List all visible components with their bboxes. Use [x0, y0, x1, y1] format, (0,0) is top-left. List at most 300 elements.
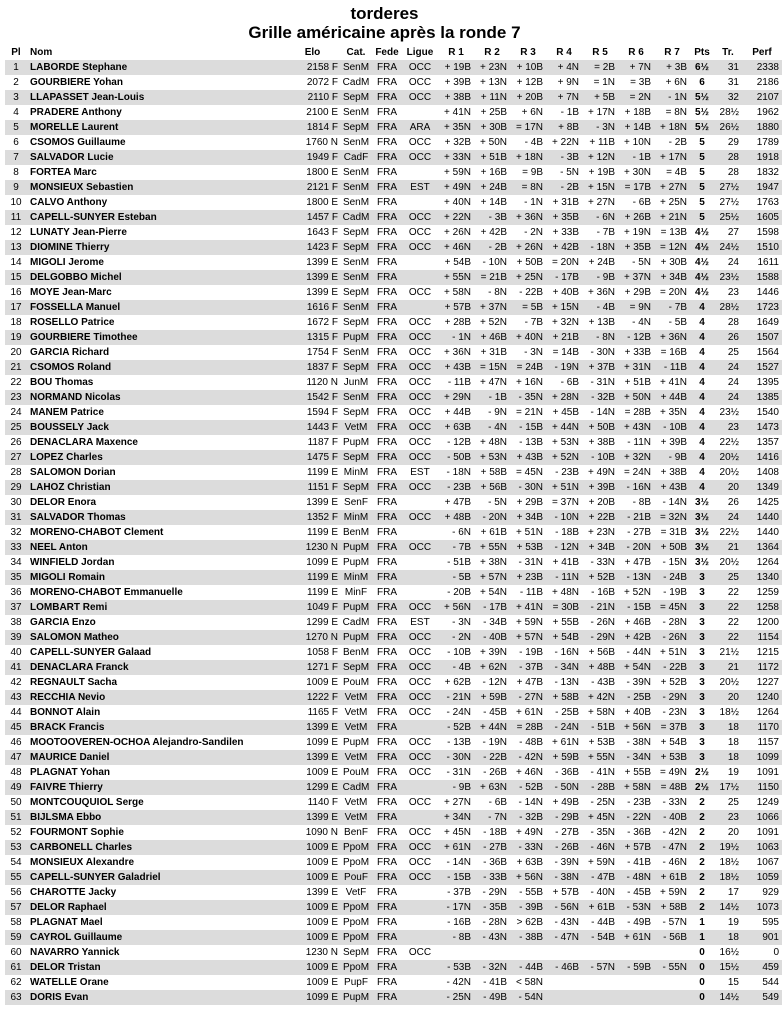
- performance-cell: 1264: [756, 707, 779, 718]
- performance-cell: 0: [773, 947, 779, 958]
- round-3-cell: + 12B: [516, 77, 543, 88]
- round-5-cell: + 39B: [588, 482, 615, 493]
- federation-cell: FRA: [377, 617, 397, 628]
- performance-cell: 1605: [756, 212, 779, 223]
- round-1-cell: + 47B: [444, 497, 471, 508]
- tiebreak-cell: 26½: [719, 122, 739, 133]
- round-3-cell: + 49N: [516, 827, 543, 838]
- place-cell: 4: [13, 107, 19, 118]
- round-5-cell: + 20B: [588, 497, 615, 508]
- round-5-cell: - 54B: [591, 932, 615, 943]
- federation-cell: FRA: [377, 557, 397, 568]
- round-3-cell: - 15B: [519, 422, 543, 433]
- elo-cell: 1009 E: [306, 917, 338, 928]
- table-row: [5, 465, 782, 480]
- category-cell: SenM: [342, 137, 370, 148]
- round-1-cell: - 31N: [446, 767, 471, 778]
- federation-cell: FRA: [377, 377, 397, 388]
- place-cell: 32: [10, 527, 22, 538]
- round-1-cell: + 27N: [444, 797, 471, 808]
- tiebreak-cell: 26: [727, 332, 739, 343]
- performance-cell: 929: [762, 887, 779, 898]
- elo-cell: 1475 F: [306, 452, 338, 463]
- league-cell: OCC: [408, 692, 432, 703]
- table-row: [5, 690, 782, 705]
- round-2-cell: + 24B: [480, 182, 507, 193]
- standings-subtitle: Grille américaine après la ronde 7: [248, 23, 521, 42]
- round-2-cell: - 10N: [482, 257, 507, 268]
- player-name-cell: BOUSSELY Jack: [30, 422, 109, 433]
- round-5-cell: - 57N: [590, 962, 615, 973]
- federation-cell: FRA: [377, 107, 397, 118]
- round-2-cell: - 40B: [483, 632, 507, 643]
- round-3-cell: = 9B: [522, 167, 543, 178]
- category-cell: PouM: [342, 767, 370, 778]
- category-cell: CadM: [342, 617, 370, 628]
- player-name-cell: SALOMON Dorian: [30, 467, 116, 478]
- league-cell: OCC: [408, 347, 432, 358]
- place-cell: 1: [13, 62, 19, 73]
- round-2-cell: [474, 945, 510, 960]
- points-cell: 1: [699, 917, 705, 928]
- round-7-cell: = 45N: [660, 602, 687, 613]
- place-cell: 48: [10, 767, 22, 778]
- player-name-cell: BOU Thomas: [30, 377, 94, 388]
- table-row: [5, 915, 782, 930]
- round-4-cell: + 58B: [552, 692, 579, 703]
- elo-cell: 2110 F: [307, 92, 338, 103]
- place-cell: 58: [10, 917, 22, 928]
- round-5-cell: [582, 945, 618, 960]
- table-row: [5, 780, 782, 795]
- elo-cell: 1009 E: [306, 962, 338, 973]
- round-2-cell: - 35B: [483, 902, 507, 913]
- points-cell: 4: [699, 317, 705, 328]
- round-1-cell: - 1N: [452, 332, 471, 343]
- round-3-cell: - 37B: [519, 662, 543, 673]
- federation-cell: FRA: [377, 977, 397, 988]
- place-cell: 26: [10, 437, 22, 448]
- standings-body: [5, 60, 782, 1005]
- table-row: [5, 585, 782, 600]
- federation-cell: FRA: [377, 737, 397, 748]
- points-cell: 3: [699, 617, 705, 628]
- league-cell: OCC: [408, 242, 432, 253]
- tiebreak-cell: 28: [727, 167, 739, 178]
- federation-cell: FRA: [377, 92, 397, 103]
- header-r6: R 6: [628, 47, 644, 58]
- category-cell: SenM: [342, 197, 370, 208]
- table-row: [5, 285, 782, 300]
- table-row: [5, 540, 782, 555]
- player-name-cell: LOMBART Remi: [30, 602, 108, 613]
- place-cell: 29: [10, 482, 22, 493]
- place-cell: 14: [10, 257, 22, 268]
- round-4-cell: = 14B: [552, 347, 579, 358]
- points-cell: 4: [699, 407, 705, 418]
- round-5-cell: [582, 975, 618, 990]
- points-cell: 4½: [695, 272, 709, 283]
- federation-cell: FRA: [377, 242, 397, 253]
- league-cell: EST: [410, 617, 430, 628]
- player-name-cell: SALVADOR Thomas: [30, 512, 126, 523]
- round-2-cell: + 62N: [480, 662, 507, 673]
- league-cell: OCC: [408, 407, 432, 418]
- round-7-cell: + 6N: [665, 77, 687, 88]
- points-cell: 5½: [695, 92, 709, 103]
- round-3-cell: = 17N: [516, 122, 543, 133]
- tiebreak-cell: 15: [727, 977, 739, 988]
- round-3-cell: + 34B: [516, 512, 543, 523]
- round-6-cell: + 42B: [624, 632, 651, 643]
- round-7-cell: [654, 990, 690, 1005]
- league-cell: OCC: [408, 62, 432, 73]
- round-4-cell: - 39N: [554, 857, 579, 868]
- round-1-cell: + 29N: [444, 392, 471, 403]
- elo-cell: 1399 E: [306, 287, 338, 298]
- round-2-cell: - 28N: [482, 917, 507, 928]
- elo-cell: 1315 F: [306, 332, 338, 343]
- round-3-cell: < 58N: [516, 977, 543, 988]
- place-cell: 46: [10, 737, 22, 748]
- player-name-cell: BRACK Francis: [30, 722, 105, 733]
- header-r7: R 7: [664, 47, 680, 58]
- table-row: [5, 195, 782, 210]
- place-cell: 18: [10, 317, 22, 328]
- elo-cell: 1837 F: [306, 362, 338, 373]
- table-row: [5, 225, 782, 240]
- round-2-cell: + 51B: [480, 152, 507, 163]
- elo-cell: 1199 E: [307, 467, 338, 478]
- federation-cell: FRA: [377, 872, 397, 883]
- round-2-cell: + 47N: [480, 377, 507, 388]
- table-row: [5, 765, 782, 780]
- round-4-cell: - 46B: [555, 962, 579, 973]
- player-name-cell: GARCIA Enzo: [30, 617, 96, 628]
- round-5-cell: - 21N: [590, 602, 615, 613]
- round-2-cell: + 59B: [480, 692, 507, 703]
- category-cell: PpoM: [342, 902, 370, 913]
- table-row: [5, 705, 782, 720]
- elo-cell: 2072 F: [306, 77, 338, 88]
- performance-cell: 1611: [757, 257, 779, 268]
- round-7-cell: + 17N: [660, 152, 687, 163]
- points-cell: 4: [699, 362, 705, 373]
- round-2-cell: + 25B: [480, 107, 507, 118]
- round-2-cell: - 4N: [488, 422, 507, 433]
- performance-cell: 1763: [756, 197, 779, 208]
- federation-cell: FRA: [377, 767, 397, 778]
- federation-cell: FRA: [377, 332, 397, 343]
- round-4-cell: [546, 990, 582, 1005]
- category-cell: PpoM: [342, 962, 370, 973]
- round-4-cell: - 18B: [555, 527, 579, 538]
- tiebreak-cell: 24: [727, 362, 739, 373]
- round-1-cell: - 37B: [447, 887, 471, 898]
- points-cell: 3: [699, 587, 705, 598]
- category-cell: MinM: [343, 467, 369, 478]
- round-6-cell: [618, 975, 654, 990]
- round-6-cell: - 53N: [626, 902, 651, 913]
- round-2-cell: - 49B: [483, 992, 507, 1003]
- category-cell: CadM: [342, 782, 370, 793]
- round-2-cell: - 18B: [483, 827, 507, 838]
- league-cell: OCC: [408, 827, 432, 838]
- table-row: [5, 435, 782, 450]
- federation-cell: FRA: [377, 647, 397, 658]
- round-3-cell: + 36N: [516, 212, 543, 223]
- player-name-cell: CALVO Anthony: [30, 197, 108, 208]
- round-1-cell: + 61N: [444, 842, 471, 853]
- category-cell: PpoM: [342, 842, 370, 853]
- league-cell: OCC: [408, 452, 432, 463]
- round-4-cell: - 3B: [560, 152, 579, 163]
- round-4-cell: + 44N: [552, 422, 579, 433]
- performance-cell: 1258: [756, 602, 779, 613]
- round-6-cell: - 34N: [626, 752, 651, 763]
- round-5-cell: + 45N: [588, 812, 615, 823]
- player-name-cell: GOURBIERE Timothee: [30, 332, 138, 343]
- round-3-cell: + 6N: [521, 107, 543, 118]
- performance-cell: 1264: [756, 557, 779, 568]
- round-5-cell: - 14N: [590, 407, 615, 418]
- tiebreak-cell: 22: [727, 632, 739, 643]
- federation-cell: FRA: [377, 632, 397, 643]
- points-cell: 4: [699, 302, 705, 313]
- table-row: [5, 555, 782, 570]
- league-cell: OCC: [408, 137, 432, 148]
- round-5-cell: + 23N: [588, 527, 615, 538]
- federation-cell: FRA: [377, 182, 397, 193]
- round-5-cell: + 15N: [588, 182, 615, 193]
- points-cell: 5: [699, 212, 705, 223]
- tiebreak-cell: 17½: [719, 782, 739, 793]
- player-name-cell: NAVARRO Yannick: [30, 947, 120, 958]
- round-7-cell: + 18N: [660, 122, 687, 133]
- points-cell: 4½: [695, 227, 709, 238]
- category-cell: SenM: [342, 392, 370, 403]
- round-7-cell: - 19B: [663, 587, 687, 598]
- round-7-cell: - 42N: [662, 827, 687, 838]
- round-5-cell: + 50B: [588, 422, 615, 433]
- place-cell: 52: [10, 827, 22, 838]
- round-7-cell: = 48B: [660, 782, 687, 793]
- table-row: [5, 600, 782, 615]
- elo-cell: 1616 F: [306, 302, 338, 313]
- table-row: [5, 120, 782, 135]
- tiebreak-cell: 18: [727, 722, 739, 733]
- round-6-cell: - 16N: [626, 482, 651, 493]
- points-cell: 3: [699, 572, 705, 583]
- round-2-cell: - 9N: [488, 407, 507, 418]
- category-cell: SepM: [342, 947, 370, 958]
- tiebreak-cell: 22½: [719, 527, 739, 538]
- elo-cell: 1009 E: [306, 767, 338, 778]
- player-name-cell: PLAGNAT Mael: [30, 917, 103, 928]
- table-row: [5, 480, 782, 495]
- round-5-cell: + 19B: [588, 167, 615, 178]
- table-row: [5, 450, 782, 465]
- tiebreak-cell: 31: [727, 62, 739, 73]
- federation-cell: FRA: [377, 362, 397, 373]
- round-7-cell: - 23N: [662, 707, 687, 718]
- tiebreak-cell: 27½: [719, 182, 739, 193]
- tiebreak-cell: 28: [727, 317, 739, 328]
- round-5-cell: - 28B: [591, 782, 615, 793]
- elo-cell: 1760 N: [305, 137, 338, 148]
- elo-cell: 1222 F: [306, 692, 338, 703]
- performance-cell: 1259: [756, 587, 779, 598]
- round-2-cell: + 58B: [480, 467, 507, 478]
- tiebreak-cell: 17: [727, 887, 739, 898]
- round-3-cell: - 11B: [519, 587, 543, 598]
- round-1-cell: - 5B: [452, 572, 471, 583]
- league-cell: [402, 900, 438, 915]
- round-3-cell: - 3N: [524, 347, 543, 358]
- round-7-cell: - 7B: [668, 302, 687, 313]
- performance-cell: 1723: [756, 302, 779, 313]
- round-3-cell: + 16N: [516, 377, 543, 388]
- round-4-cell: = 37N: [552, 497, 579, 508]
- tiebreak-cell: 23: [727, 812, 739, 823]
- category-cell: VetM: [344, 797, 368, 808]
- player-name-cell: LUNATY Jean-Pierre: [30, 227, 127, 238]
- round-4-cell: + 52N: [552, 452, 579, 463]
- tiebreak-cell: 18½: [719, 872, 739, 883]
- round-6-cell: + 40B: [624, 707, 651, 718]
- category-cell: SenM: [342, 62, 370, 73]
- player-name-cell: FOSSELLA Manuel: [30, 302, 121, 313]
- player-name-cell: LLAPASSET Jean-Louis: [30, 92, 145, 103]
- round-3-cell: - 31N: [518, 557, 543, 568]
- round-5-cell: + 42N: [588, 692, 615, 703]
- round-6-cell: + 58N: [624, 782, 651, 793]
- round-6-cell: + 37N: [624, 272, 651, 283]
- category-cell: BenM: [342, 647, 370, 658]
- round-5-cell: - 30N: [590, 347, 615, 358]
- round-5-cell: - 35N: [590, 827, 615, 838]
- round-5-cell: - 33N: [590, 557, 615, 568]
- performance-cell: 1150: [757, 782, 779, 793]
- round-6-cell: - 41B: [627, 857, 651, 868]
- category-cell: SepM: [342, 287, 370, 298]
- points-cell: 3: [699, 662, 705, 673]
- elo-cell: 1800 E: [306, 197, 338, 208]
- round-1-cell: + 55N: [444, 272, 471, 283]
- round-2-cell: + 13N: [480, 77, 507, 88]
- league-cell: OCC: [408, 152, 432, 163]
- player-name-cell: CAPELL-SUNYER Galadriel: [30, 872, 161, 883]
- round-6-cell: + 46B: [624, 617, 651, 628]
- player-name-cell: FORTEA Marc: [30, 167, 97, 178]
- elo-cell: 1099 E: [306, 992, 338, 1003]
- category-cell: VetM: [344, 707, 368, 718]
- performance-cell: 1880: [756, 122, 779, 133]
- elo-cell: 1423 F: [306, 242, 338, 253]
- federation-cell: FRA: [377, 137, 397, 148]
- round-7-cell: - 5B: [668, 317, 687, 328]
- round-6-cell: + 14B: [624, 122, 651, 133]
- league-cell: OCC: [408, 542, 432, 553]
- performance-cell: 1385: [756, 392, 779, 403]
- round-5-cell: + 24B: [588, 257, 615, 268]
- round-2-cell: + 53N: [480, 452, 507, 463]
- place-cell: 35: [10, 572, 22, 583]
- round-1-cell: - 12B: [447, 437, 471, 448]
- table-row: [5, 390, 782, 405]
- round-6-cell: = 9N: [629, 302, 651, 313]
- round-7-cell: + 61B: [660, 872, 687, 883]
- round-7-cell: [654, 945, 690, 960]
- round-6-cell: + 19N: [624, 227, 651, 238]
- tiebreak-cell: 25½: [719, 212, 739, 223]
- place-cell: 15: [10, 272, 22, 283]
- category-cell: PupM: [342, 992, 370, 1003]
- table-row: [5, 255, 782, 270]
- place-cell: 11: [10, 212, 22, 223]
- round-2-cell: + 42B: [480, 227, 507, 238]
- round-4-cell: - 43N: [554, 917, 579, 928]
- table-row: [5, 825, 782, 840]
- league-cell: [402, 525, 438, 540]
- round-6-cell: - 45B: [627, 887, 651, 898]
- federation-cell: FRA: [377, 527, 397, 538]
- table-row: [5, 60, 782, 75]
- points-cell: 3: [699, 677, 705, 688]
- round-6-cell: - 13N: [626, 572, 651, 583]
- round-3-cell: - 30N: [518, 482, 543, 493]
- category-cell: SenM: [342, 302, 370, 313]
- performance-cell: 1395: [756, 377, 779, 388]
- tiebreak-cell: 28: [727, 152, 739, 163]
- tiebreak-cell: 18½: [719, 707, 739, 718]
- category-cell: SepM: [342, 362, 370, 373]
- round-4-cell: - 34N: [554, 662, 579, 673]
- federation-cell: FRA: [377, 812, 397, 823]
- round-4-cell: + 9N: [557, 77, 579, 88]
- player-name-cell: CAPELL-SUNYER Galaad: [30, 647, 152, 658]
- federation-cell: FRA: [377, 77, 397, 88]
- round-1-cell: - 7B: [452, 542, 471, 553]
- round-6-cell: + 32N: [624, 452, 651, 463]
- round-2-cell: - 6B: [488, 797, 507, 808]
- round-3-cell: + 51N: [516, 527, 543, 538]
- league-cell: OCC: [408, 392, 432, 403]
- player-name-cell: DELOR Raphael: [30, 902, 107, 913]
- round-6-cell: + 57B: [624, 842, 651, 853]
- category-cell: CadM: [342, 212, 370, 223]
- table-row: [5, 735, 782, 750]
- points-cell: 4: [699, 332, 705, 343]
- federation-cell: FRA: [377, 422, 397, 433]
- round-4-cell: - 5N: [560, 167, 579, 178]
- header-row: [5, 45, 782, 60]
- federation-cell: FRA: [377, 497, 397, 508]
- round-3-cell: + 57N: [516, 632, 543, 643]
- round-5-cell: + 61B: [588, 902, 615, 913]
- table-row: [5, 300, 782, 315]
- round-3-cell: - 13B: [519, 437, 543, 448]
- round-5-cell: - 9B: [596, 272, 615, 283]
- round-2-cell: - 33B: [483, 872, 507, 883]
- round-7-cell: - 29N: [662, 692, 687, 703]
- round-1-cell: - 42N: [446, 977, 471, 988]
- federation-cell: FRA: [377, 122, 397, 133]
- round-3-cell: - 35N: [518, 392, 543, 403]
- round-4-cell: + 45B: [552, 407, 579, 418]
- round-7-cell: = 32N: [660, 512, 687, 523]
- round-6-cell: - 59B: [627, 962, 651, 973]
